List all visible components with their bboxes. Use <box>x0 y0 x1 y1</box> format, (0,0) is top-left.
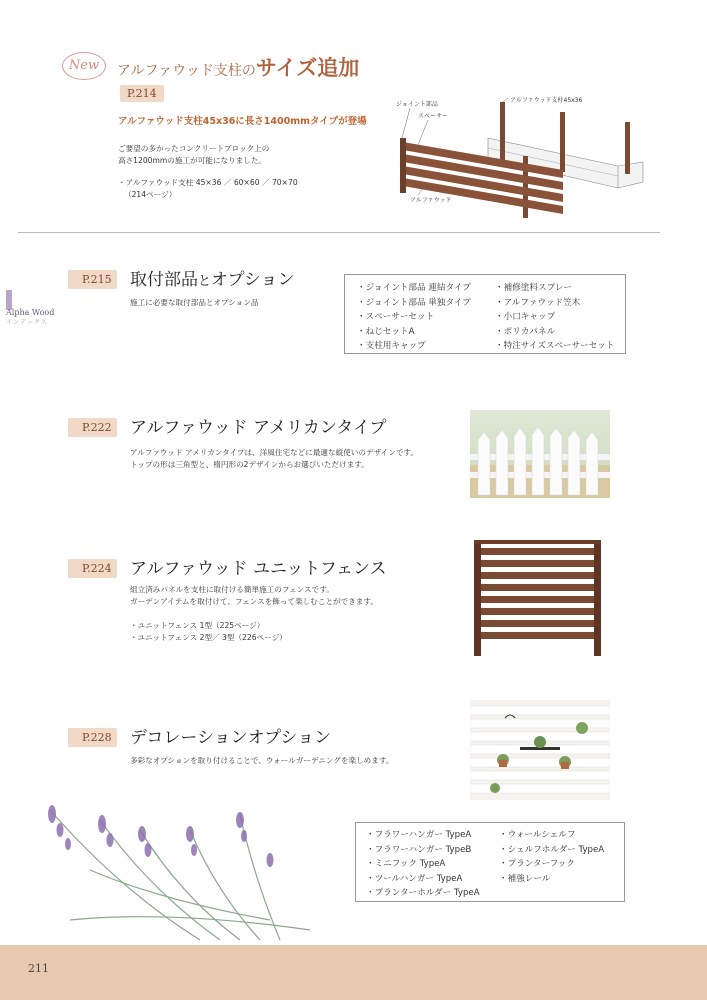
list-item: ・ツールハンガー TypeA <box>366 873 463 884</box>
list-item: ・特注サイズスペーサーセット <box>495 341 615 351</box>
intro-line: 高さ1200mmの施工が可能になりました。 <box>118 156 267 165</box>
list-item: ・フラワーハンガー TypeA <box>366 830 472 840</box>
list-item: ・アルファウッド笠木 <box>495 297 581 308</box>
fence-diagram <box>388 90 658 225</box>
page-title <box>117 52 359 82</box>
section-badge: P.215 <box>68 270 117 289</box>
spec-line: （214ページ） <box>124 190 177 199</box>
title-prefix: アルファウッド支柱の <box>117 63 256 79</box>
section-divider <box>18 232 660 233</box>
section-desc: 多彩なオプションを取り付けることで、ウォールガーデニングを楽しめます。 <box>130 756 394 765</box>
section-badge: P.228 <box>68 728 117 747</box>
decoration-photo <box>470 700 610 800</box>
new-badge: New <box>62 52 106 80</box>
decoration-list-left <box>366 828 480 901</box>
section-title <box>130 265 295 290</box>
intro-line: ご要望の多かったコンクリートブロック上の <box>118 144 270 153</box>
side-brand <box>6 308 54 328</box>
page-ref-215 <box>68 268 117 287</box>
list-item: ・ジョイント部品 連結タイプ <box>357 283 471 293</box>
list-item: ・ミニフック TypeA <box>366 859 446 869</box>
list-item: ・プランターフック <box>499 859 575 869</box>
list-item: ・ジョイント部品 単独タイプ <box>357 297 471 308</box>
list-item: ・ユニットフェンス 1型（225ページ） <box>130 621 265 630</box>
page-tag: P.214 <box>120 85 164 102</box>
desc-line: アルファウッド アメリカンタイプは、洋風住宅などに最適な縦使いのデザインです。 <box>130 448 419 457</box>
label-post: アルファウッド支柱45x36 <box>510 97 583 104</box>
section-desc: 施工に必要な取付部品とオプション品 <box>130 298 259 307</box>
section-title: アルファウッド アメリカンタイプ <box>130 418 387 438</box>
section-badge: P.224 <box>68 559 117 578</box>
list-item: ・小口キャップ <box>495 312 556 322</box>
title-part: 取付部品 <box>130 270 198 290</box>
spec-line: ・アルファウッド支柱 45×36 ／ 60×60 ／ 70×70 <box>118 178 298 187</box>
intro-text <box>118 143 269 167</box>
highlight-text: アルファウッド支柱45x36に長さ1400mmタイプが登場 <box>118 116 367 127</box>
list-item: ・補修塗料スプレー <box>495 283 573 293</box>
decoration-list-box <box>355 822 625 902</box>
section-badge: P.222 <box>68 418 117 437</box>
title-part: オプション <box>247 728 332 748</box>
section-items <box>130 620 287 644</box>
section-desc <box>130 447 418 471</box>
title-main: サイズ追加 <box>255 56 360 80</box>
footer-band <box>0 945 707 1000</box>
page-ref-214 <box>120 82 164 101</box>
list-item: ・補強レール <box>499 873 551 884</box>
spec-text <box>118 177 298 201</box>
parts-list-box <box>344 274 626 354</box>
page-ref-222 <box>68 416 117 435</box>
unit-fence-photo <box>470 538 605 658</box>
label-board: アルファウッド <box>410 197 452 204</box>
brand-sub: インデックス <box>6 319 48 326</box>
american-fence-photo <box>470 410 610 498</box>
section-title: アルファウッド ユニットフェンス <box>130 559 387 579</box>
parts-list-right <box>495 281 614 354</box>
desc-line: 組立済みパネルを支柱に取付ける簡単施工のフェンスです。 <box>130 585 334 594</box>
lavender-illustration <box>30 800 340 950</box>
decoration-list-right <box>499 828 604 886</box>
brand-name: Alpha Wood <box>6 308 55 317</box>
list-item: ・シェルフホルダー TypeA <box>499 844 605 855</box>
section-desc <box>130 584 378 608</box>
label-joint: ジョイント部品 <box>396 101 438 108</box>
title-part: デコレーション <box>130 728 248 748</box>
desc-line: トップの形は三角型と、楕円形の2デザインからお選びいただけます。 <box>130 460 369 469</box>
desc-line: ガーデンアイテムを取付けて、フェンスを飾って楽しむことができます。 <box>130 597 379 606</box>
section-title <box>130 723 331 748</box>
parts-list-left <box>357 281 471 354</box>
page-ref-228 <box>68 726 117 745</box>
list-item: ・プランターホルダー TypeA <box>366 888 480 898</box>
list-item: ・スペーサーセット <box>357 312 435 322</box>
index-tab[interactable] <box>6 290 12 310</box>
page-ref-224 <box>68 557 117 576</box>
list-item: ・ユニットフェンス 2型／ 3型（226ページ） <box>130 633 287 642</box>
page-number: 211 <box>28 962 49 975</box>
title-part: オプション <box>211 270 295 290</box>
list-item: ・ねじセットA <box>357 326 415 337</box>
list-item: ・ウォールシェルフ <box>499 830 576 840</box>
title-part: と <box>198 274 212 289</box>
list-item: ・フラワーハンガー TypeB <box>366 844 472 855</box>
label-spacer: スペーサー <box>418 113 449 120</box>
list-item: ・ポリカパネル <box>495 326 556 337</box>
list-item: ・支柱用キャップ <box>357 341 426 351</box>
